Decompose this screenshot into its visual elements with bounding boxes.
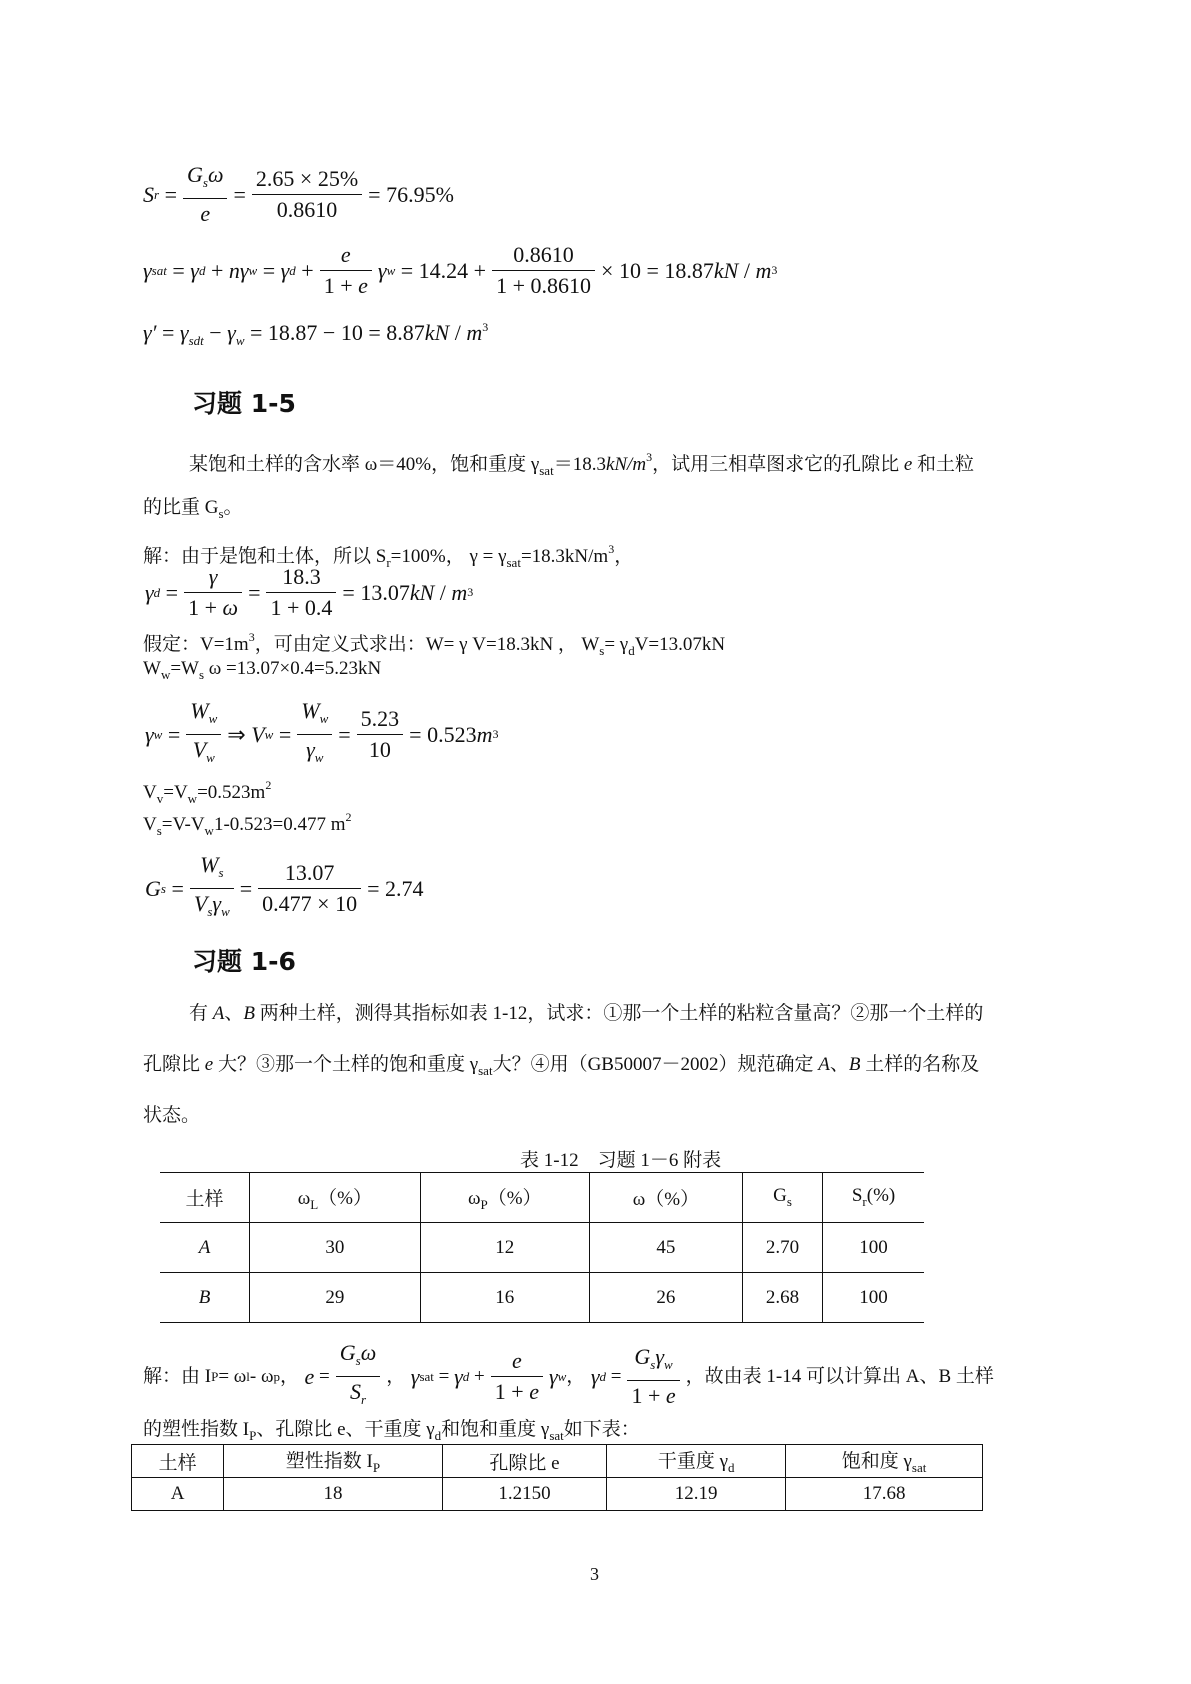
sr-formula: S r = $\frac{G_s\omega}{e}$ = $\frac{2.65 \times 25\%}{0.8610}$ = 76.95% [143, 162, 454, 226]
heading-1-5: 习题 1-5 [192, 389, 296, 418]
gd-formula: γ d = $\frac{\gamma}{1 + \omega}$ = $\frac{18.3}{1 + 0.4}$ = 13.07 kN / m 3 [145, 564, 474, 620]
sr-result: 76.95% [386, 181, 454, 207]
problem-1-6-line2: 孔隙比 e 大？③那一个土样的饱和重度 $\gamma_{sat}$大？④用（GB50007－2002）规范确定 A、B 土样的名称及 [143, 1054, 980, 1078]
gs-formula: G s = $\frac{W_s}{V_s\gamma_w}$ = $\frac{13.07}{0.477 \times 10}$ = 2.74 [145, 852, 424, 919]
heading-1-6: 习题 1-6 [192, 947, 296, 976]
table-header-cell: $\omega_L(\%)$ [249, 1173, 420, 1223]
problem-1-5-line2: 的比重 $G_s$。 [143, 497, 243, 521]
problem-1-5-line1: 某饱和土样的含水率 ω＝40%，饱和重度 $\gamma_{sat}=18.3kN/m^3$，试用三相草图求它的孔隙比 e 和土粒 [189, 450, 975, 478]
table-header-cell: $\omega_P(\%)$ [420, 1173, 589, 1223]
result-table [131, 1444, 983, 1511]
problem-1-6-line3: 状态。 [143, 1105, 201, 1126]
gprime-formula: $\gamma' = \gamma_{sdt} - \gamma_w = 18.87 - 10 = 8.87kN / m^3$ [143, 320, 489, 348]
table-header-cell: 土样 [185, 1189, 224, 1210]
solution-1-5-line1: 解：由于是饱和土体，所以 $S_r=100\%$， $\gamma = \gamma_{sat}=18.3kN/m^3$， [143, 542, 634, 570]
gsat-formula: γ sat = γ d + nγ w = γ d + $\frac{e}{1 + e}$ γ w = 14.24 + $\frac{0.8610}{1 + 0.8610}$ × 10 = 18.87 kN / m 3 [143, 242, 778, 298]
table-header-row: 土样 塑性指数 $I_P$ 孔隙比 e 干重度 $\gamma_d$ 饱和度 $\gamma_{sat}$ [132, 1445, 983, 1478]
vs-line: $V_s=V-V_w1-0.523=0.477$ $m^2$ [143, 810, 352, 838]
solution-1-6-line2: 的塑性指数 $I_P$、孔隙比 e、干重度 $\gamma_d$和饱和重度 $\gamma_{sat}$如下表： [143, 1419, 640, 1443]
table-header-row [160, 1173, 924, 1223]
table-header-cell: ω（%） [589, 1173, 742, 1223]
table-caption: 表 1-12 习题 1－6 附表 [520, 1150, 722, 1171]
problem-1-6-line1: 有 A、B 两种土样，测得其指标如表 1-12，试求：①那一个土样的粘粒含量高？②那一个土样的 [189, 1003, 984, 1024]
solution-1-6-line1: 解：由 I P = ω l - ω p ， e = $\frac{G_s\omega}{S_r}$ ， γ sat = γ d + $\frac{e}{1 + e}$ γ w ， γ d = $\frac{G_s\gamma_w}{1 + e}$ ，故由表 1-14 可以计算出 A、B 土样 [143, 1340, 994, 1408]
page-number: 3 [590, 1564, 599, 1584]
table-header-cell: $S_r(\%)$ [823, 1173, 924, 1223]
table-row: A 18 1.2150 12.19 17.68 [132, 1478, 983, 1511]
table-header-cell: $G_s$ [743, 1173, 823, 1223]
table-row: B 29 16 26 2.68 100 [160, 1273, 924, 1323]
ww-line: $W_w=W_s$ ω =13.07×0.4=5.23kN [143, 658, 382, 682]
vw-formula: γ w = $\frac{W_w}{V_w}$ ⇒ V w = $\frac{W_w}{\gamma_w}$ = $\frac{5.23}{10}$ = 0.523 m 3 [145, 698, 499, 765]
table-1-12 [160, 1172, 924, 1323]
table-row: A 30 12 45 2.70 100 [160, 1223, 924, 1273]
vv-line: $V_v=V_w=0.523m^2$ [143, 778, 272, 806]
assume-line: 假定：$V=1m^3$，可由定义式求出：W= γ V=18.3kN ， $W_s= \gamma_dV=13.07kN$ [143, 630, 726, 658]
